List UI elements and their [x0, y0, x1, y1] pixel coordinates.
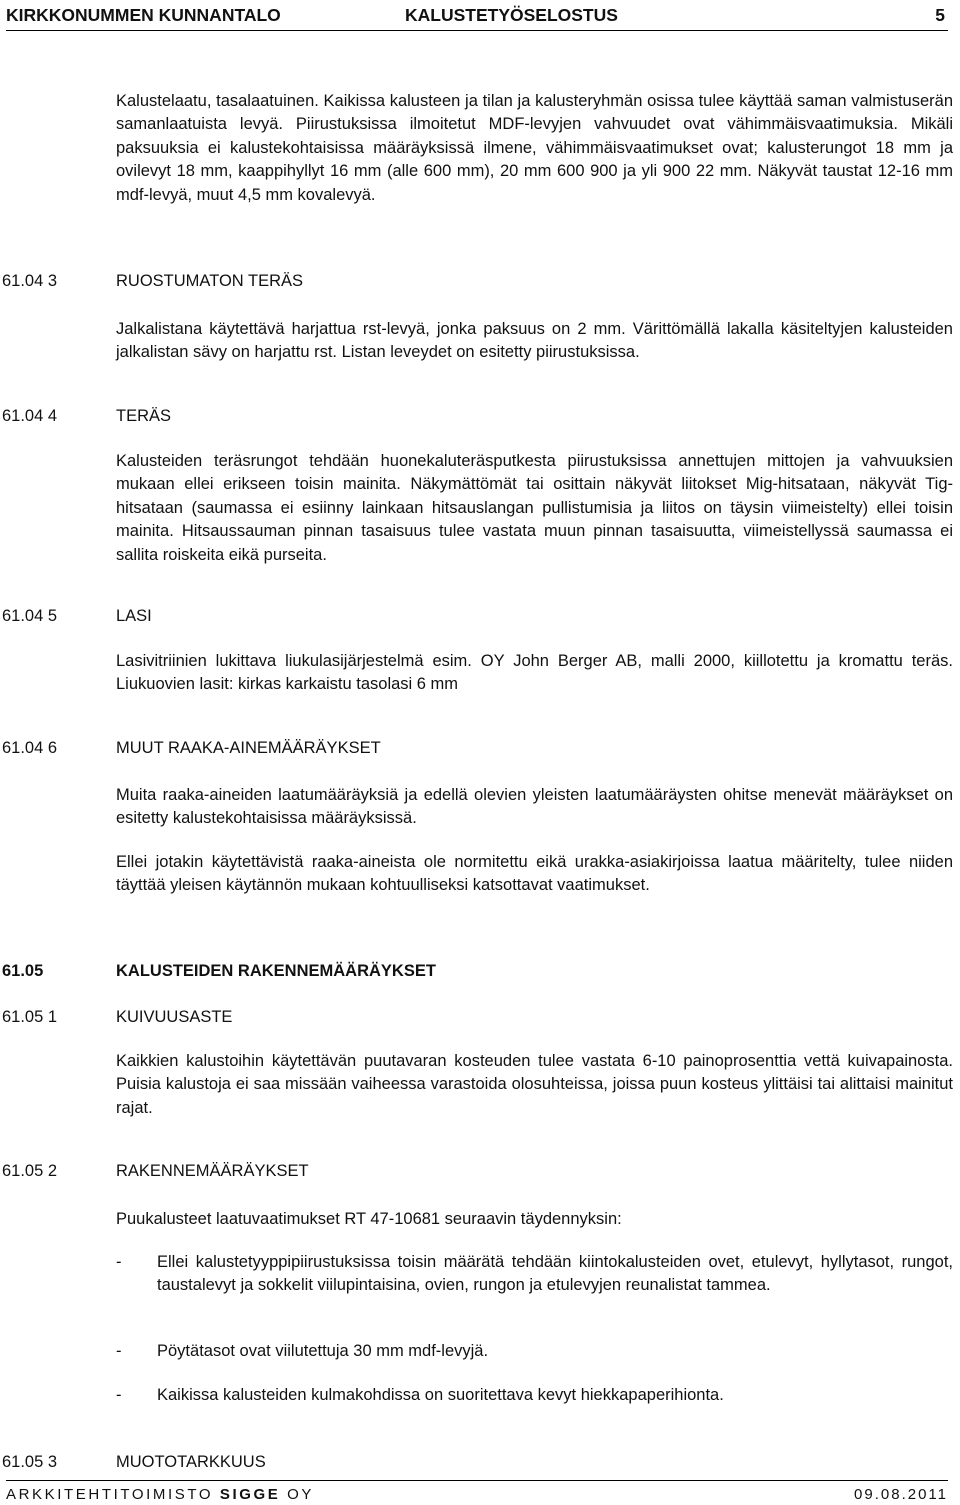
section-number-61053: 61.05 3 — [2, 1453, 58, 1471]
section-title-kuivuusaste: KUIVUUSASTE — [116, 1008, 233, 1026]
header-org: KIRKKONUMMEN KUNNANTALO — [6, 5, 281, 25]
header-document-title: KALUSTETYÖSELOSTUS — [405, 5, 618, 25]
section-text-teras: Kalusteiden teräsrungot tehdään huonekaluteräsputkesta piirustuksissa annettujen mittojen ja vahvuuksien mukaan ellei erikseen toisin mainita. Näkymättömät tai osittain näkyvät liitokset Mig-hitsataan, näkyvät Tig-hitsataan (saumassa ei esiinny lainkaan hitsauslangan pullistumisia ja liitos on täysin viimeistelty) ellei toisin mainita. Hitsaussauman pinnan tasaisuus tulee vastata muun pinnan tasaisuutta, viimeistellyssä saumassa ei sallita roiskeita eikä purseita. — [116, 452, 953, 564]
bullet-dash: - — [116, 1253, 122, 1271]
page-number: 5 — [935, 5, 945, 25]
intro-paragraph: Kalustelaatu, tasalaatuinen. Kaikissa kalusteen ja tilan ja kalusteryhmän osissa tulee käyttää saman valmistuserän samanlaatuista levyä. Piirustuksissa ilmoitetut MDF-levyjen vahvuudet ovat vähimmäisvaatimuksia. Mikäli paksuuksia ei kalustekohtaisissa määräyksissä ilmene, vähimmäisvaatimukset ovat; kalusterungot 18 mm ja ovilevyt 18 mm, kaappihyllyt 16 mm (alle 600 mm), 20 mm 600 900 ja yli 900 22 mm. Näkyvät taustat 12-16 mm mdf-levyä, muut 4,5 mm kovalevyä. — [116, 92, 953, 204]
bullet-dash: - — [116, 1386, 122, 1404]
page-footer — [6, 1480, 948, 1505]
section-title-lasi: LASI — [116, 607, 152, 625]
section-title-muototarkkuus: MUOTOTARKKUUS — [116, 1453, 266, 1471]
page-header — [6, 0, 948, 31]
section-text-lasi: Lasivitriinien lukittava liukulasijärjestelmä esim. OY John Berger AB, malli 2000, kiillotettu ja kromattu teräs. Liukuovien lasit: kirkas karkaistu tasolasi 6 mm — [116, 652, 953, 694]
section-title-kalusteiden-rakennemaaraykset: KALUSTEIDEN RAKENNEMÄÄRÄYKSET — [116, 962, 436, 980]
section-title-teras: TERÄS — [116, 407, 172, 425]
section-number-61045: 61.04 5 — [2, 607, 58, 625]
footer-office-prefix: ARKKITEHTITOIMISTO — [6, 1486, 220, 1503]
footer-office — [6, 1486, 314, 1503]
section-number-61051: 61.05 1 — [2, 1008, 58, 1026]
footer-office-suffix: OY — [280, 1486, 315, 1503]
section-text-rakennemaaraykset: Puukalusteet laatuvaatimukset RT 47-10681 seuraavin täydennyksin: — [116, 1210, 622, 1228]
bullet-item-viilupintaiset: Ellei kalustetyyppipiirustuksissa toisin määrätä tehdään kiintokalusteiden ovet, etulevyt, hyllytasot, rungot, taustalevyt ja sokkelit viilupintaisina, ovien, rungon ja etulevyjen reunalistat tammea. — [157, 1253, 953, 1295]
section-text-kuivuusaste: Kaikkien kalustoihin käytettävän puutavaran kosteuden tulee vastata 6-10 painoprosenttia vettä kuivapainosta. Puisia kalustoja ei saa missään vaiheessa varastoida olosuhteissa, joissa puun kosteus ylittäisi tai alittaisi mainitut rajat. — [116, 1052, 953, 1117]
section-text-ruostumaton-teras: Jalkalistana käytettävä harjattua rst-levyä, jonka paksuus on 2 mm. Värittömällä lakalla käsiteltyjen kalusteiden jalkalistan sävy on harjattu rst. Listan leveydet on esitetty piirustuksissa. — [116, 320, 953, 362]
section-title-rakennemaaraykset: RAKENNEMÄÄRÄYKSET — [116, 1162, 309, 1180]
section-text-muut-raaka-aineet-1: Muita raaka-aineiden laatumääräyksiä ja edellä olevien yleisten laatumääräysten ohitse menevät määräykset on esitetty kalustekohtaisissa määräyksissä. — [116, 786, 953, 828]
bullet-dash: - — [116, 1342, 122, 1360]
section-text-muut-raaka-aineet-2: Ellei jotakin käytettävistä raaka-aineista ole normitettu eikä urakka-asiakirjoissa laatua määritelty, tulee niiden täyttää yleisen käytännön mukaan kohtuulliseksi katsottavat vaatimukset. — [116, 853, 953, 895]
section-number-61046: 61.04 6 — [2, 739, 58, 757]
footer-office-name: SIGGE — [219, 1486, 281, 1503]
section-number-61044: 61.04 4 — [2, 407, 58, 425]
bullet-item-hiekkapaperihionta: Kaikissa kalusteiden kulmakohdissa on suoritettava kevyt hiekkapaperihionta. — [157, 1386, 724, 1404]
section-title-ruostumaton-teras: RUOSTUMATON TERÄS — [116, 272, 304, 290]
footer-date: 09.08.2011 — [854, 1486, 948, 1503]
section-number-61043: 61.04 3 — [2, 272, 58, 290]
section-number-6105: 61.05 — [2, 962, 44, 980]
section-number-61052: 61.05 2 — [2, 1162, 58, 1180]
section-title-muut-raaka-ainemaaraykset: MUUT RAAKA-AINEMÄÄRÄYKSET — [116, 739, 381, 757]
bullet-item-poytatasot: Pöytätasot ovat viilutettuja 30 mm mdf-levyjä. — [157, 1342, 489, 1360]
